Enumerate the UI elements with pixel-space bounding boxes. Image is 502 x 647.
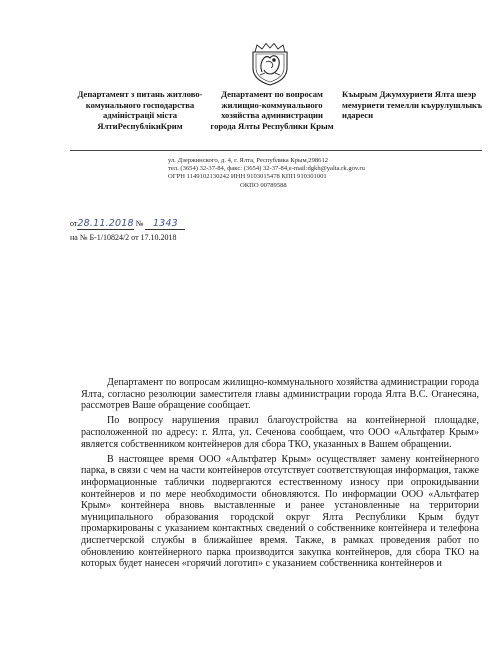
from-prefix: от	[70, 219, 78, 228]
department-name-crimean-tatar: Къырым Джумхуриети Ялта шеэр мемуриети темелли къурулушлыкъ идареси	[342, 89, 483, 120]
handwritten-number: 1343	[152, 218, 178, 229]
okpo-line: ОКПО 00789588	[240, 181, 287, 189]
phone-email-line: тел. (3654) 32-37-84, факс: (3654) 32-37-84,e-mail:dgkh@yalta.rk.gov.ru	[168, 165, 365, 173]
department-name-russian: Департамент по вопросам жилищно-коммунального хозяйства администрации города Ялты Республики Крым	[210, 89, 334, 131]
number-prefix: №	[135, 219, 144, 228]
letter-body	[81, 377, 479, 573]
registration-codes-line: ОГРН 1149102130242 ИНН 9103015478 КПП 910301001	[168, 173, 327, 181]
incoming-reference: на № Б-1/10824/2 от 17.10.2018	[70, 233, 177, 242]
handwritten-date: 28.11.2018	[77, 218, 134, 229]
griffin-emblem-icon	[247, 42, 293, 88]
paragraph-intro: Департамент по вопросам жилищно-коммунального хозяйства администрации города Ялта, согласно резолюции заместителя главы администрации города Ялта В.С. Оганесяна, рассмотрев Ваше обращение сообщает.	[81, 377, 479, 412]
outgoing-reference	[70, 218, 185, 230]
header-divider	[70, 150, 482, 151]
department-name-ukrainian: Департамент з питань житлово-комунального господарства адміністрації міста ЯлтиРеспублікиКрим	[77, 89, 203, 131]
address-line: ул. Дзержинского, д. 4, г. Ялта, Республика Крым,298612	[168, 157, 329, 164]
contact-block	[168, 157, 468, 190]
paragraph-replacement: В настоящее время ООО «Альтфатер Крым» осуществляет замену контейнерного парка, в связи с чем на части контейнеров отсутствует соответствующая информация, также информационные таблички подвергаются естественному износу при опрокидывании контейнеров и по мере необходимости обновляются. По информации ООО «Альтфатер Крым» контейнера вновь выставленные и ранее установленные на территории муниципального образования городской округ Ялта Республики Крым будут промаркированы с указанием контактных сведений о собственнике контейнера и телефона диспетчерской службы в ближайшее время. Также, в рамках проведения работ по обновлению контейнерного парка производится закупка контейнеров, для сбора ТКО на которых будет нанесен «горячий логотип» с указанием собственника контейнеров и	[81, 453, 479, 570]
paragraph-violation: По вопросу нарушения правил благоустройства на контейнерной площадке, расположенной по адресу: г. Ялта, ул. Сеченова сообщаем, что ООО «Альтфатер Крым» является собственником контейнеров для сбора ТКО, указанных в Вашем обращении.	[81, 415, 479, 450]
